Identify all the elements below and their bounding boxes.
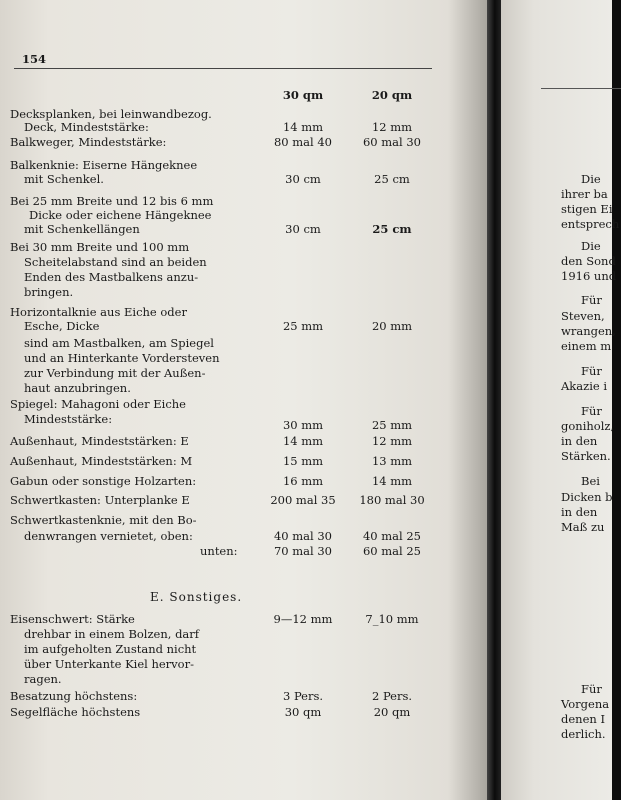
value-30qm: 14 mm xyxy=(282,120,324,134)
value-20qm: 60 mal 30 xyxy=(362,135,422,149)
text-line: wrangen, xyxy=(561,324,616,338)
value-30qm: 200 mal 35 xyxy=(270,493,336,507)
row-desc-line: zur Verbindung mit der Außen- xyxy=(24,366,206,380)
row-desc-line: sind am Mastbalken, am Spiegel xyxy=(24,336,214,350)
value-30qm: 40 mal 30 xyxy=(273,529,333,543)
right-page xyxy=(501,0,620,800)
value-20qm: 180 mal 30 xyxy=(359,493,425,507)
text-line: Maß zu xyxy=(561,520,605,534)
value-20qm: 25 mm xyxy=(371,418,413,432)
book-gutter xyxy=(487,0,501,800)
text-line: den Sond xyxy=(561,254,616,268)
column-header-30qm: 30 qm xyxy=(282,88,324,102)
row-desc-line: Horizontalknie aus Eiche oder xyxy=(10,305,187,319)
row-desc-line: im aufgeholten Zustand nicht xyxy=(24,642,197,656)
row-desc-line: Segelfläche höchstens xyxy=(10,705,141,719)
header-rule xyxy=(14,68,432,69)
text-line: denen I xyxy=(561,712,605,726)
row-desc-line: Schwertkasten: Unterplanke E xyxy=(10,493,190,507)
value-30qm: 25 mm xyxy=(282,319,324,333)
row-desc-line: haut anzubringen. xyxy=(24,381,131,395)
value-20qm: 12 mm xyxy=(371,434,413,448)
text-line: goniholz, xyxy=(561,419,615,433)
text-line: Dicken b xyxy=(561,490,613,504)
row-desc-line: Balkweger, Mindeststärke: xyxy=(10,135,167,149)
text-line: Für xyxy=(581,293,602,307)
page-number: 154 xyxy=(22,52,47,66)
value-30qm: 30 qm xyxy=(284,705,322,719)
row-desc-line: mit Schenkel. xyxy=(24,172,104,186)
row-desc-line: Außenhaut, Mindeststärken: E xyxy=(10,434,189,448)
row-desc-line: unten: xyxy=(200,544,238,558)
section-title: E. Sonstiges. xyxy=(150,590,243,604)
value-30qm: 9—12 mm xyxy=(273,612,333,626)
row-desc-line: Eisenschwert: Stärke xyxy=(10,612,135,626)
row-desc-line: über Unterkante Kiel hervor- xyxy=(24,657,194,671)
value-30qm: 16 mm xyxy=(282,474,324,488)
value-30qm: 14 mm xyxy=(282,434,324,448)
text-line: Die xyxy=(581,239,601,253)
column-header-20qm: 20 qm xyxy=(371,88,413,102)
row-desc-line: Deck, Mindeststärke: xyxy=(24,120,149,134)
value-20qm: 60 mal 25 xyxy=(362,544,422,558)
row-desc-line: Außenhaut, Mindeststärken: M xyxy=(10,454,193,468)
text-line: entsprech xyxy=(561,217,620,231)
value-30qm: 3 Pers. xyxy=(282,689,324,703)
row-desc-line: Bei 30 mm Breite und 100 mm xyxy=(10,240,190,254)
value-20qm: 2 Pers. xyxy=(371,689,413,703)
row-desc-line: Bei 25 mm Breite und 12 bis 6 mm xyxy=(10,194,214,208)
value-20qm: 7_10 mm xyxy=(365,612,419,626)
text-line: Akazie i xyxy=(561,379,608,393)
row-desc-line: Enden des Mastbalkens anzu- xyxy=(24,270,199,284)
row-desc-line: Dicke oder eichene Hängeknee xyxy=(29,208,212,222)
value-20qm: 25 cm xyxy=(372,222,412,236)
text-line: Die xyxy=(581,172,601,186)
text-line: Steven, xyxy=(561,309,605,323)
value-30qm: 30 cm xyxy=(285,222,321,236)
row-desc-line: Schwertkastenknie, mit den Bo- xyxy=(10,513,197,527)
text-line: ihrer ba xyxy=(561,187,608,201)
row-desc-line: Scheitelabstand sind an beiden xyxy=(24,255,207,269)
text-line: einem m xyxy=(561,339,612,353)
header-rule xyxy=(541,88,621,89)
text-line: Für xyxy=(581,682,602,696)
value-20qm: 20 mm xyxy=(371,319,413,333)
row-desc-line: Besatzung höchstens: xyxy=(10,689,138,703)
value-30qm: 30 cm xyxy=(285,172,321,186)
row-desc-line: Spiegel: Mahagoni oder Eiche xyxy=(10,397,186,411)
text-line: Bei xyxy=(581,474,600,488)
row-desc-line: Decksplanken, bei leinwandbezog. xyxy=(10,107,212,121)
text-line: in den xyxy=(561,434,598,448)
text-line: Für xyxy=(581,404,602,418)
text-line: derlich. xyxy=(561,727,606,741)
row-desc-line: Esche, Dicke xyxy=(24,319,100,333)
row-desc-line: Gabun oder sonstige Holzarten: xyxy=(10,474,197,488)
row-desc-line: bringen. xyxy=(24,285,74,299)
row-desc-line: denwrangen vernietet, oben: xyxy=(24,529,193,543)
row-desc-line: Mindeststärke: xyxy=(24,412,113,426)
row-desc-line: Balkenknie: Eiserne Hängeknee xyxy=(10,158,198,172)
value-20qm: 13 mm xyxy=(371,454,413,468)
value-20qm: 14 mm xyxy=(371,474,413,488)
value-20qm: 25 cm xyxy=(374,172,410,186)
value-30qm: 80 mal 40 xyxy=(273,135,333,149)
row-desc-line: ragen. xyxy=(24,672,62,686)
text-line: 1916 und xyxy=(561,269,617,283)
text-line: Vorgena xyxy=(561,697,610,711)
value-20qm: 20 qm xyxy=(373,705,411,719)
text-line: Für xyxy=(581,364,602,378)
value-30qm: 70 mal 30 xyxy=(273,544,333,558)
text-line: stigen Ei xyxy=(561,202,613,216)
row-desc-line: und an Hinterkante Vordersteven xyxy=(24,351,220,365)
value-20qm: 12 mm xyxy=(371,120,413,134)
row-desc-line: drehbar in einem Bolzen, darf xyxy=(24,627,200,641)
value-30qm: 15 mm xyxy=(282,454,324,468)
value-20qm: 40 mal 25 xyxy=(362,529,422,543)
text-line: in den xyxy=(561,505,598,519)
row-desc-line: mit Schenkellängen xyxy=(24,222,140,236)
text-line: Stärken. xyxy=(561,449,611,463)
value-30qm: 30 mm xyxy=(282,418,324,432)
